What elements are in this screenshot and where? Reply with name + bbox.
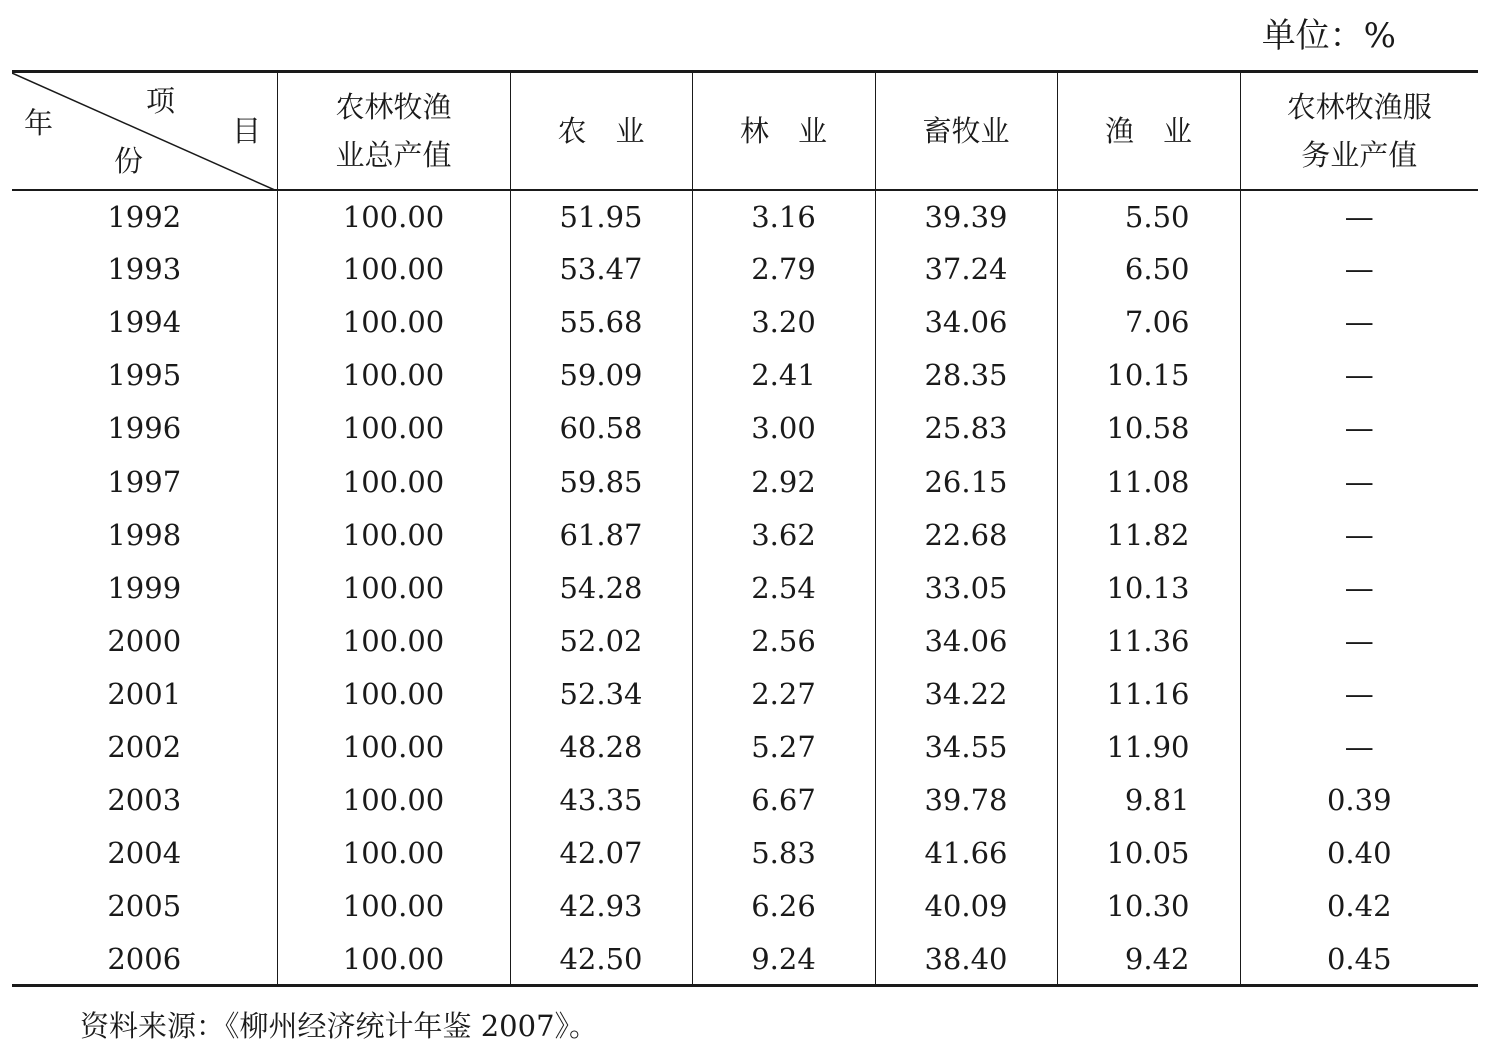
- cell-total: 100.00: [277, 667, 510, 720]
- cell-service: —: [1240, 561, 1478, 614]
- col-header-forest: 林 业: [692, 72, 875, 190]
- cell-agri: 61.87: [510, 508, 692, 561]
- table-body: [12, 190, 1478, 986]
- cell-livestock: 34.06: [875, 296, 1057, 349]
- table-row: [12, 508, 1478, 561]
- col-header-agri: 农 业: [510, 72, 692, 190]
- cell-total: 100.00: [277, 190, 510, 243]
- cell-total: 100.00: [277, 614, 510, 667]
- data-table: [12, 70, 1478, 987]
- cell-livestock: 25.83: [875, 402, 1057, 455]
- cell-livestock: 37.24: [875, 243, 1057, 296]
- cell-year: 1992: [107, 199, 182, 234]
- cell-year: 1999: [107, 570, 182, 605]
- cell-total: 100.00: [277, 933, 510, 986]
- cell-agri: 55.68: [510, 296, 692, 349]
- cell-total: 100.00: [277, 349, 510, 402]
- table-row: [12, 243, 1478, 296]
- cell-fishery: 9.81: [1057, 774, 1240, 827]
- cell-fishery: 9.42: [1057, 933, 1240, 986]
- cell-forest: 6.67: [692, 774, 875, 827]
- cell-year: 2004: [107, 836, 182, 871]
- cell-forest: 2.27: [692, 667, 875, 720]
- source-note: 资料来源：《柳州经济统计年鉴 2007》。: [80, 1009, 599, 1043]
- cell-livestock: 39.39: [875, 190, 1057, 243]
- header-row: [12, 72, 1478, 190]
- cell-year: 1998: [107, 517, 182, 552]
- cell-livestock: 22.68: [875, 508, 1057, 561]
- table-row: [12, 349, 1478, 402]
- cell-total: 100.00: [277, 455, 510, 508]
- table-row: [12, 402, 1478, 455]
- cell-forest: 2.79: [692, 243, 875, 296]
- cell-forest: 2.41: [692, 349, 875, 402]
- cell-fishery: 6.50: [1057, 243, 1240, 296]
- cell-service: 0.39: [1240, 774, 1478, 827]
- cell-livestock: 34.22: [875, 667, 1057, 720]
- unit-label: 单位：%: [1261, 16, 1396, 56]
- cell-year: 2000: [107, 623, 182, 658]
- cell-year: 1995: [107, 358, 182, 393]
- cell-forest: 9.24: [692, 933, 875, 986]
- cell-year: 2003: [107, 783, 182, 818]
- cell-agri: 42.50: [510, 933, 692, 986]
- cell-year: 1997: [107, 464, 182, 499]
- cell-fishery: 11.08: [1057, 455, 1240, 508]
- cell-year: 2005: [107, 889, 182, 924]
- corner-year-label-2: 份: [114, 144, 144, 178]
- table-row: [12, 880, 1478, 933]
- cell-forest: 3.62: [692, 508, 875, 561]
- cell-agri: 48.28: [510, 720, 692, 773]
- cell-livestock: 34.55: [875, 720, 1057, 773]
- cell-year: 1994: [107, 305, 182, 340]
- cell-livestock: 39.78: [875, 774, 1057, 827]
- cell-fishery: 10.13: [1057, 561, 1240, 614]
- cell-agri: 59.85: [510, 455, 692, 508]
- cell-total: 100.00: [277, 774, 510, 827]
- col-header-livestock: 畜牧业: [875, 72, 1057, 190]
- cell-service: —: [1240, 190, 1478, 243]
- table-row: [12, 933, 1478, 986]
- table-row: [12, 296, 1478, 349]
- cell-agri: 43.35: [510, 774, 692, 827]
- table-row: [12, 614, 1478, 667]
- cell-agri: 52.34: [510, 667, 692, 720]
- table-row: [12, 827, 1478, 880]
- corner-item-label: 项: [146, 84, 176, 118]
- cell-total: 100.00: [277, 720, 510, 773]
- cell-fishery: 10.15: [1057, 349, 1240, 402]
- cell-total: 100.00: [277, 508, 510, 561]
- cell-agri: 53.47: [510, 243, 692, 296]
- cell-livestock: 40.09: [875, 880, 1057, 933]
- cell-total: 100.00: [277, 402, 510, 455]
- cell-agri: 54.28: [510, 561, 692, 614]
- cell-agri: 52.02: [510, 614, 692, 667]
- cell-fishery: 10.30: [1057, 880, 1240, 933]
- col-header-fishery: 渔 业: [1057, 72, 1240, 190]
- cell-service: —: [1240, 296, 1478, 349]
- cell-forest: 3.20: [692, 296, 875, 349]
- table-row: [12, 455, 1478, 508]
- cell-total: 100.00: [277, 880, 510, 933]
- cell-agri: 42.07: [510, 827, 692, 880]
- cell-total: 100.00: [277, 827, 510, 880]
- cell-service: 0.40: [1240, 827, 1478, 880]
- cell-fishery: 11.90: [1057, 720, 1240, 773]
- cell-livestock: 26.15: [875, 455, 1057, 508]
- cell-fishery: 7.06: [1057, 296, 1240, 349]
- corner-item-label-2: 目: [232, 114, 262, 148]
- cell-total: 100.00: [277, 243, 510, 296]
- cell-service: —: [1240, 243, 1478, 296]
- cell-agri: 60.58: [510, 402, 692, 455]
- cell-service: —: [1240, 508, 1478, 561]
- cell-service: 0.42: [1240, 880, 1478, 933]
- cell-livestock: 38.40: [875, 933, 1057, 986]
- cell-service: —: [1240, 667, 1478, 720]
- cell-year: 2006: [12, 933, 277, 986]
- col-header-service: 农林牧渔服务业产值: [1240, 72, 1478, 190]
- cell-forest: 5.83: [692, 827, 875, 880]
- cell-livestock: 33.05: [875, 561, 1057, 614]
- cell-livestock: 34.06: [875, 614, 1057, 667]
- cell-service: —: [1240, 349, 1478, 402]
- cell-forest: 3.16: [692, 190, 875, 243]
- cell-service: —: [1240, 614, 1478, 667]
- cell-forest: 6.26: [692, 880, 875, 933]
- corner-year-label: 年: [24, 106, 54, 140]
- cell-service: —: [1240, 402, 1478, 455]
- cell-fishery: 5.50: [1057, 190, 1240, 243]
- cell-fishery: 10.58: [1057, 402, 1240, 455]
- table-row: [12, 561, 1478, 614]
- cell-total: 100.00: [277, 561, 510, 614]
- cell-year: 1996: [107, 411, 182, 446]
- cell-total: 100.00: [277, 296, 510, 349]
- cell-service: —: [1240, 720, 1478, 773]
- cell-fishery: 11.82: [1057, 508, 1240, 561]
- table-row: [12, 774, 1478, 827]
- col-header-total: 农林牧渔业总产值: [277, 72, 510, 190]
- cell-fishery: 11.36: [1057, 614, 1240, 667]
- cell-agri: 51.95: [510, 190, 692, 243]
- cell-fishery: 10.05: [1057, 827, 1240, 880]
- cell-service: —: [1240, 455, 1478, 508]
- cell-forest: 2.56: [692, 614, 875, 667]
- cell-year: 2002: [107, 729, 182, 764]
- cell-fishery: 11.16: [1057, 667, 1240, 720]
- cell-agri: 42.93: [510, 880, 692, 933]
- cell-forest: 5.27: [692, 720, 875, 773]
- table-row: [12, 190, 1478, 243]
- table-row: [12, 667, 1478, 720]
- cell-livestock: 28.35: [875, 349, 1057, 402]
- cell-forest: 2.54: [692, 561, 875, 614]
- cell-forest: 2.92: [692, 455, 875, 508]
- cell-year: 1993: [107, 252, 182, 287]
- cell-forest: 3.00: [692, 402, 875, 455]
- cell-agri: 59.09: [510, 349, 692, 402]
- cell-year: 2001: [107, 676, 182, 711]
- corner-header-cell: [12, 72, 277, 190]
- cell-livestock: 41.66: [875, 827, 1057, 880]
- cell-service: 0.45: [1240, 933, 1478, 986]
- table-row: [12, 720, 1478, 773]
